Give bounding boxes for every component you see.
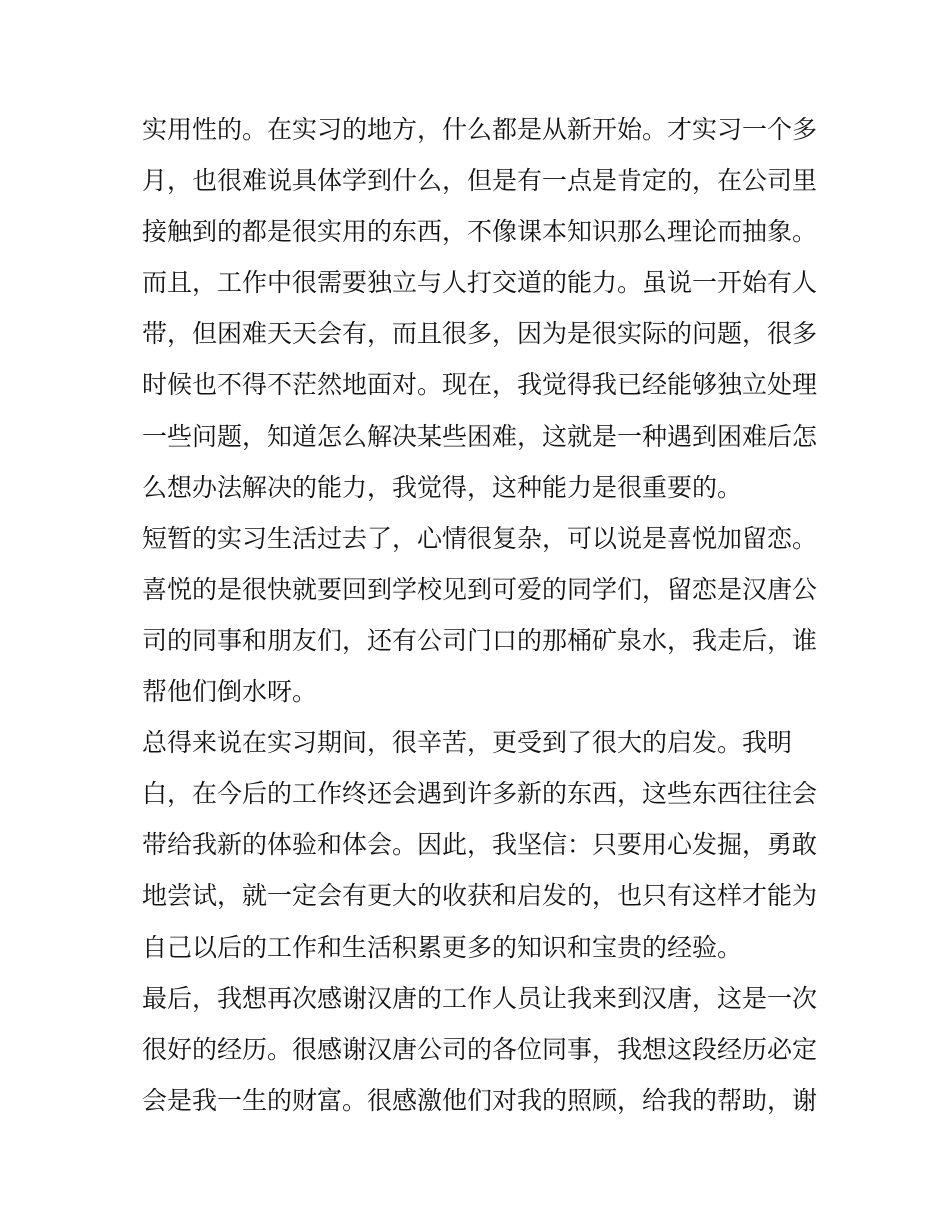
text-line: 一些问题，知道怎么解决某些困难，这就是一种遇到困难后怎 bbox=[142, 421, 818, 451]
text-line: 司的同事和朋友们，还有公司门口的那桶矿泉水，我走后，谁 bbox=[142, 625, 818, 655]
text-line: 总得来说在实习期间，很辛苦，更受到了很大的启发。我明 bbox=[142, 728, 793, 758]
text-line: 月，也很难说具体学到什么，但是有一点是肯定的，在公司里 bbox=[142, 166, 818, 196]
text-line: 帮他们倒水呀。 bbox=[142, 677, 318, 707]
text-line: 接触到的都是很实用的东西，不像课本知识那么理论而抽象。 bbox=[142, 217, 818, 247]
text-line: 带给我新的体验和体会。因此，我坚信：只要用心发掘，勇敢 bbox=[142, 830, 818, 860]
text-line: 会是我一生的财富。很感激他们对我的照顾，给我的帮助，谢 bbox=[142, 1085, 818, 1115]
text-line: 实用性的。在实习的地方，什么都是从新开始。才实习一个多 bbox=[142, 115, 818, 144]
text-line: 时候也不得不茫然地面对。现在，我觉得我已经能够独立处理 bbox=[142, 370, 818, 400]
text-line: 自己以后的工作和生活积累更多的知识和宝贵的经验。 bbox=[142, 932, 743, 962]
text-line: 而且，工作中很需要独立与人打交道的能力。虽说一开始有人 bbox=[142, 268, 818, 298]
text-line: 短暂的实习生活过去了，心情很复杂，可以说是喜悦加留恋。 bbox=[142, 523, 818, 553]
text-line: 么想办法解决的能力，我觉得，这种能力是很重要的。 bbox=[142, 472, 743, 502]
text-line: 地尝试，就一定会有更大的收获和启发的，也只有这样才能为 bbox=[142, 881, 818, 911]
document-body bbox=[142, 104, 822, 1126]
text-line: 带，但困难天天会有，而且很多，因为是很实际的问题，很多 bbox=[142, 319, 818, 349]
text-line: 最后，我想再次感谢汉唐的工作人员让我来到汉唐，这是一次 bbox=[142, 983, 818, 1013]
text-line: 白，在今后的工作终还会遇到许多新的东西，这些东西往往会 bbox=[142, 779, 818, 809]
text-line: 很好的经历。很感谢汉唐公司的各位同事，我想这段经历必定 bbox=[142, 1034, 818, 1064]
text-line: 喜悦的是很快就要回到学校见到可爱的同学们，留恋是汉唐公 bbox=[142, 574, 818, 604]
